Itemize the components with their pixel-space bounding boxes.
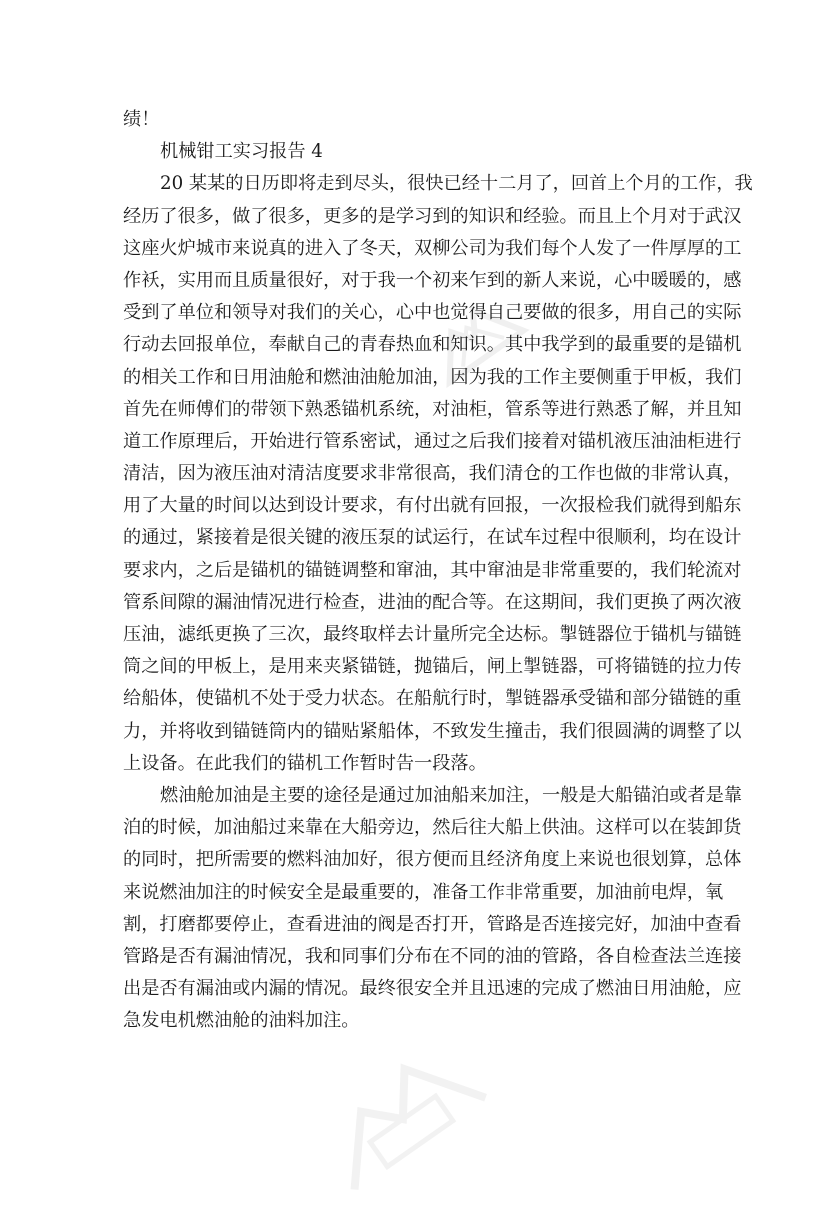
text-line: 燃油舱加油是主要的途径是通过加油船来加注，一般是大船锚泊或者是靠 xyxy=(160,784,743,806)
text-line: 经历了很多，做了很多，更多的是学习到的知识和经验。而且上个月对于武汉 xyxy=(123,205,742,227)
text-line: 急发电机燃油舱的油料加注。 xyxy=(123,1010,360,1032)
text-line: 管系间隙的漏油情况进行检查，进油的配合等。在这期间，我们更换了两次液 xyxy=(123,591,742,613)
text-line: 受到了单位和领导对我们的关心，心中也觉得自己要做的很多，用自己的实际 xyxy=(123,302,742,324)
text-line: 行动去回报单位，奉献自己的青春热血和知识。其中我学到的最重要的是锚机 xyxy=(123,334,742,356)
text-line: 清洁，因为液压油对清洁度要求非常很高，我们清仓的工作也做的非常认真， xyxy=(123,463,742,485)
text-line: 出是否有漏油或内漏的情况。最终很安全并且迅速的完成了燃油日用油舱，应 xyxy=(123,978,742,1000)
text-line: 这座火炉城市来说真的进入了冬天，双柳公司为我们每个人发了一件厚厚的工 xyxy=(123,237,742,259)
text-line: 机械钳工实习报告 4 xyxy=(160,141,323,163)
text-line: 用了大量的时间以达到设计要求，有付出就有回报，一次报检我们就得到船东 xyxy=(123,495,742,517)
text-line: 筒之间的甲板上，是用来夹紧锚链，抛锚后，闸上掣链器，可将锚链的拉力传 xyxy=(123,656,742,678)
document-body xyxy=(123,104,753,1037)
text-line: 要求内，之后是锚机的锚链调整和窜油，其中窜油是非常重要的，我们轮流对 xyxy=(123,559,742,581)
watermark-logo-bottom xyxy=(287,1013,514,1217)
text-line: 给船体，使锚机不处于受力状态。在船航行时，掣链器承受锚和部分锚链的重 xyxy=(123,688,742,710)
text-line: 道工作原理后，开始进行管系密试，通过之后我们接着对锚机液压油油柜进行 xyxy=(123,430,742,452)
text-line: 的相关工作和日用油舱和燃油油舱加油，因为我的工作主要侧重于甲板，我们 xyxy=(123,366,742,388)
text-line: 作袄，实用而且质量很好，对于我一个初来乍到的新人来说，心中暖暖的，感 xyxy=(123,269,742,291)
text-line: 力，并将收到锚链筒内的锚贴紧船体，不致发生撞击，我们很圆满的调整了以 xyxy=(123,720,742,742)
text-line: 来说燃油加注的时候安全是最重要的，准备工作非常重要，加油前电焊，氧 xyxy=(123,881,724,903)
text-line: 的同时，把所需要的燃料油加好，很方便而且经济角度上来说也很划算，总体 xyxy=(123,849,742,871)
text-line: 割，打磨都要停止，查看进油的阀是否打开，管路是否连接完好，加油中查看 xyxy=(123,913,742,935)
text-line: 泊的时候，加油船过来靠在大船旁边，然后往大船上供油。这样可以在装卸货 xyxy=(123,817,742,839)
text-line: 的通过，紧接着是很关键的液压泵的试运行，在试车过程中很顺利，均在设计 xyxy=(123,527,742,549)
text-line: 20 某某的日历即将走到尽头，很快已经十二月了，回首上个月的工作，我 xyxy=(160,173,753,195)
text-line: 管路是否有漏油情况，我和同事们分布在不同的油的管路，各自检查法兰连接 xyxy=(123,945,742,967)
text-line: 压油，滤纸更换了三次，最终取样去计量所完全达标。掣链器位于锚机与锚链 xyxy=(123,624,742,645)
text-line: 首先在师傅们的带领下熟悉锚机系统，对油柜，管系等进行熟悉了解，并且知 xyxy=(123,398,742,420)
text-line: 上设备。在此我们的锚机工作暂时告一段落。 xyxy=(123,752,487,774)
text-line: 绩！ xyxy=(123,109,160,130)
